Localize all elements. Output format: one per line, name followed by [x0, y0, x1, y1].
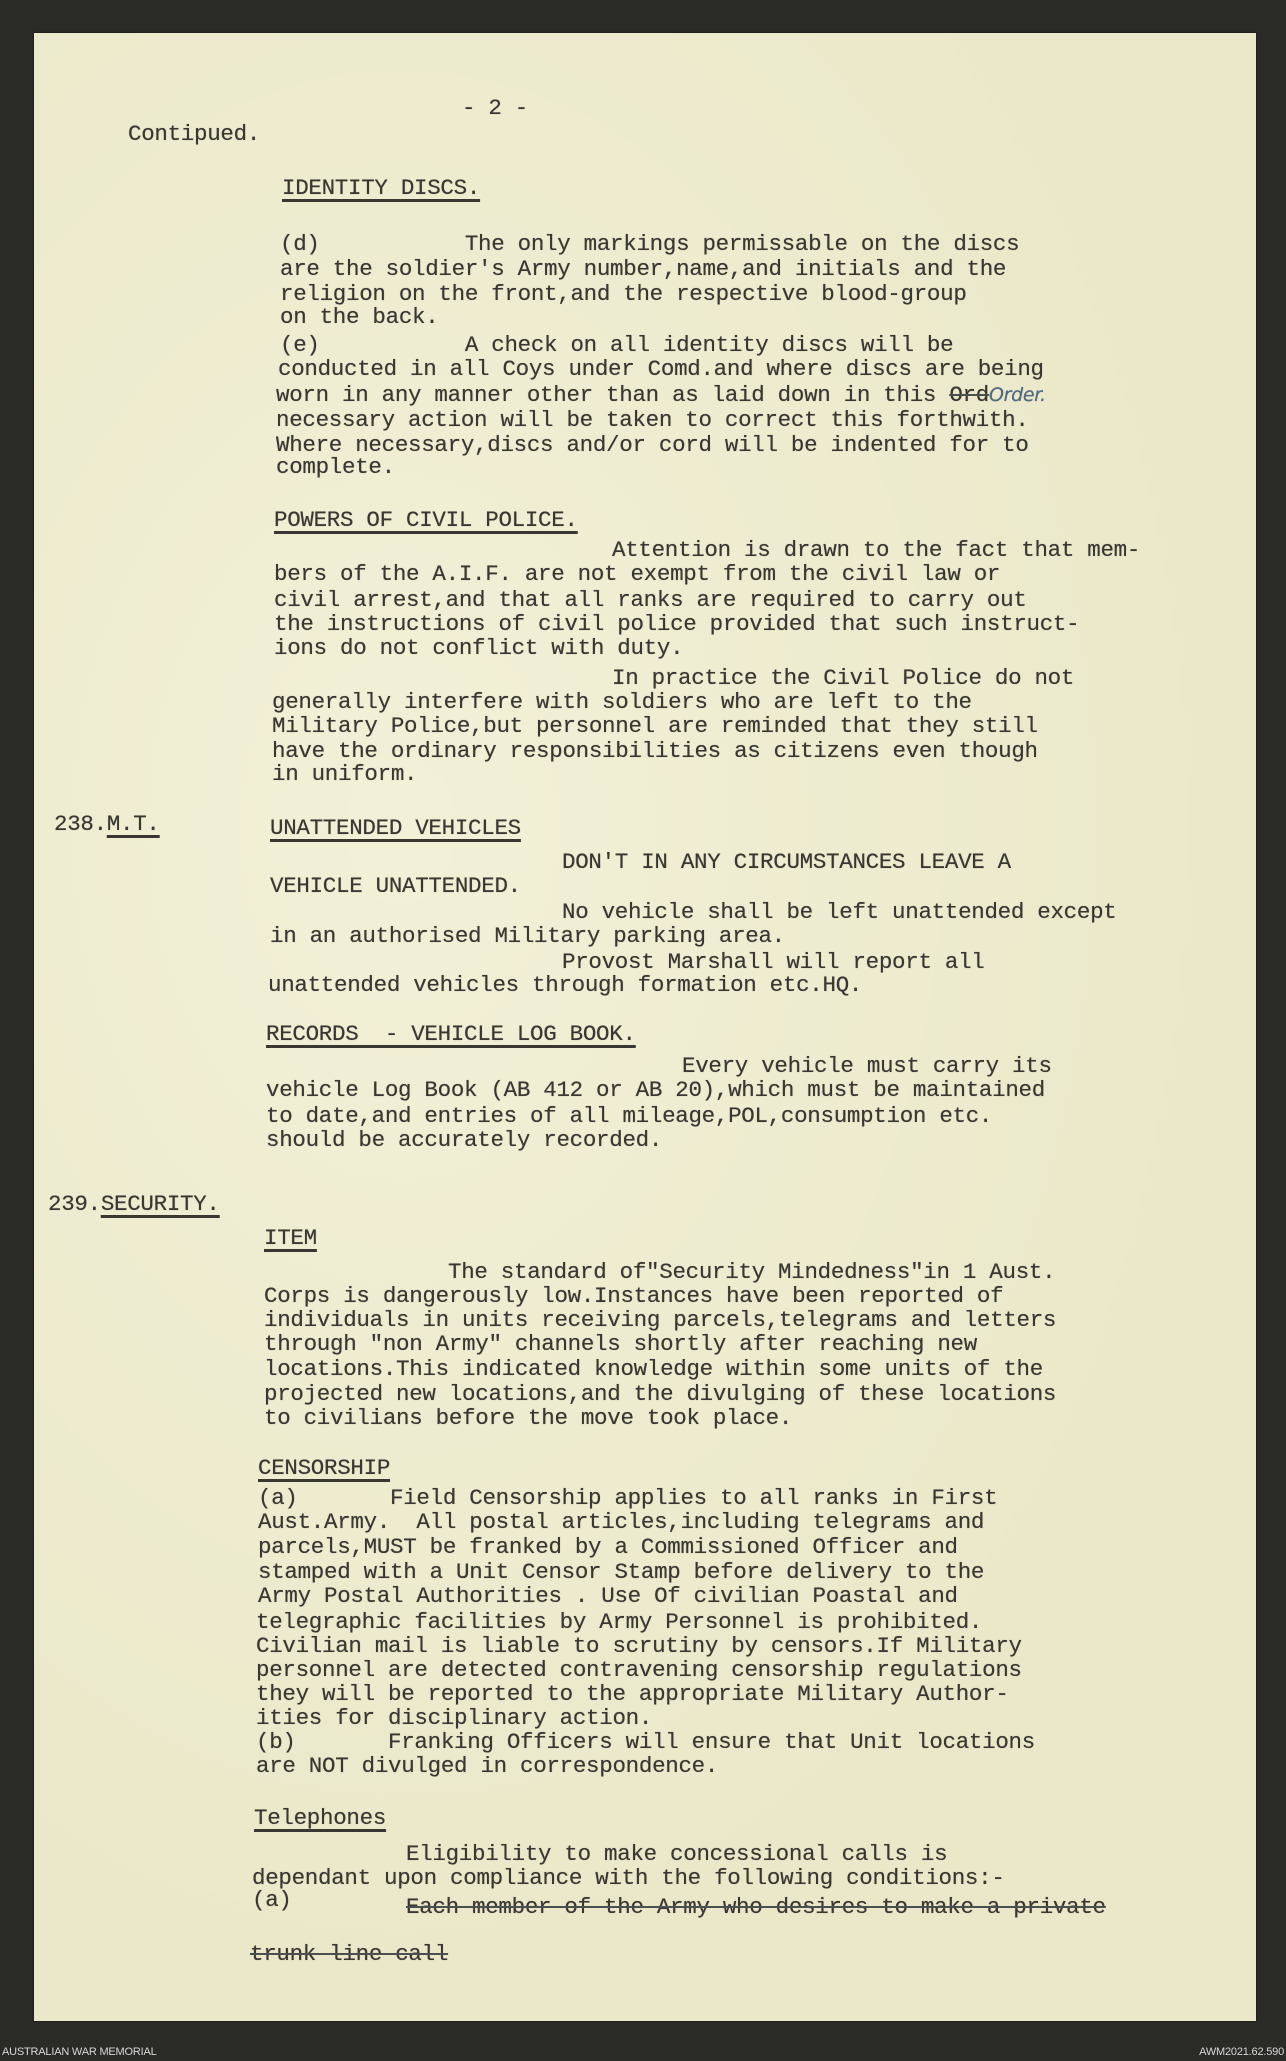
struck-word: Ord: [949, 382, 989, 408]
section-heading-civil-police: POWERS OF CIVIL POLICE.: [274, 507, 578, 533]
censorship-line: telegraphic facilities by Army Personnel is prohibited.: [256, 1609, 983, 1635]
telephones-line: (a): [252, 1887, 292, 1913]
records-line: to date,and entries of all mileage,POL,consumption etc.: [266, 1103, 993, 1129]
page-number: - 2 -: [462, 95, 529, 121]
civil-police-line: the instructions of civil police provided that such instruct-: [274, 611, 1080, 637]
civil-police-line: in uniform.: [272, 761, 418, 787]
identity-line: religion on the front,and the respective blood-group: [280, 281, 967, 307]
records-line: Every vehicle must carry its: [682, 1053, 1052, 1079]
item-heading: ITEM: [264, 1225, 317, 1251]
telephones-line: Eligibility to make concessional calls is: [406, 1841, 948, 1867]
struck-line: Each member of the Army who desires to make a private: [406, 1894, 1106, 1920]
paragraph-label: SECURITY.: [100, 1191, 220, 1217]
security-line: to civilians before the move took place.: [264, 1405, 793, 1431]
telephones-line: dependant upon compliance with the following conditions:-: [252, 1865, 1005, 1891]
mt-line: in an authorised Military parking area.: [270, 923, 785, 949]
identity-line: are the soldier's Army number,name,and initials and the: [280, 256, 1007, 282]
mt-line: Provost Marshall will report all: [562, 949, 985, 975]
civil-police-line: Attention is drawn to the fact that mem-: [612, 537, 1141, 563]
censorship-line: stamped with a Unit Censor Stamp before delivery to the: [258, 1559, 985, 1585]
identity-line: on the back.: [280, 304, 439, 330]
mt-line: No vehicle shall be left unattended except: [562, 899, 1117, 925]
civil-police-line: ions do not conflict with duty.: [274, 635, 684, 661]
civil-police-line: In practice the Civil Police do not: [612, 665, 1075, 691]
security-line: projected new locations,and the divulging of these locations: [264, 1381, 1057, 1407]
identity-line: complete.: [276, 454, 395, 480]
civil-police-line: generally interfere with soldiers who are left to the: [272, 689, 972, 715]
handwritten-correction: Order.: [988, 384, 1046, 406]
civil-police-line: have the ordinary responsibilities as citizens even though: [272, 738, 1038, 764]
struck-line: trunk line call: [250, 1941, 449, 1967]
security-line: individuals in units receiving parcels,telegrams and letters: [264, 1307, 1057, 1333]
identity-line: (d) The only markings permissable on the discs: [280, 231, 1020, 257]
identity-line: conducted in all Coys under Comd.and where discs are being: [278, 356, 1044, 382]
identity-line-text: worn in any manner other than as laid down in this: [276, 382, 950, 408]
identity-line: [276, 383, 1046, 407]
censorship-line: Civilian mail is liable to scrutiny by censors.If Military: [256, 1633, 1022, 1659]
security-line: The standard of"Security Mindedness"in 1 Aust.: [448, 1259, 1056, 1285]
civil-police-line: civil arrest,and that all ranks are required to carry out: [274, 587, 1027, 613]
footer-accession-number: AWM2021.62.590: [1199, 2046, 1284, 2058]
records-line: vehicle Log Book (AB 412 or AB 20),which must be maintained: [266, 1077, 1045, 1103]
paragraph-label: M.T.: [106, 811, 160, 837]
security-line: locations.This indicated knowledge within some units of the: [264, 1356, 1043, 1382]
mt-line: DON'T IN ANY CIRCUMSTANCES LEAVE A: [562, 849, 1011, 875]
paragraph-238: [54, 812, 160, 836]
censorship-line: (b) Franking Officers will ensure that Unit locations: [256, 1729, 1035, 1755]
security-line: Corps is dangerously low.Instances have been reported of: [264, 1283, 1004, 1309]
section-heading-telephones: Telephones: [254, 1805, 387, 1831]
security-line: through "non Army" channels shortly after reaching new: [264, 1331, 977, 1357]
censorship-line: Army Postal Authorities . Use Of civilian Poastal and: [258, 1583, 958, 1609]
section-heading-records: RECORDS - VEHICLE LOG BOOK.: [266, 1021, 636, 1047]
continued-label: Contipued.: [128, 121, 261, 147]
identity-line: necessary action will be taken to correct this forthwith.: [276, 407, 1029, 433]
section-heading-unattended-vehicles: UNATTENDED VEHICLES: [270, 815, 521, 841]
paragraph-239: [48, 1192, 220, 1216]
mt-line: unattended vehicles through formation etc.HQ.: [268, 972, 863, 998]
censorship-line: (a) Field Censorship applies to all ranks in First: [258, 1485, 998, 1511]
paragraph-number: 239.: [48, 1191, 101, 1217]
censorship-line: personnel are detected contravening censorship regulations: [256, 1657, 1022, 1683]
censorship-line: Aust.Army. All postal articles,including telegrams and: [258, 1509, 985, 1535]
records-line: should be accurately recorded.: [266, 1127, 663, 1153]
section-heading-identity-discs: IDENTITY DISCS.: [282, 175, 481, 201]
censorship-line: ities for disciplinary action.: [256, 1705, 653, 1731]
censorship-line: parcels,MUST be franked by a Commissioned Officer and: [258, 1534, 958, 1560]
censorship-line: are NOT divulged in correspondence.: [256, 1753, 719, 1779]
civil-police-line: bers of the A.I.F. are not exempt from the civil law or: [274, 561, 1001, 587]
footer-source: AUSTRALIAN WAR MEMORIAL: [2, 2046, 157, 2058]
paragraph-number: 238.: [54, 811, 107, 837]
section-heading-censorship: CENSORSHIP: [258, 1455, 391, 1481]
identity-line: Where necessary,discs and/or cord will be indented for to: [276, 432, 1029, 458]
mt-line: VEHICLE UNATTENDED.: [270, 873, 521, 899]
censorship-line: they will be reported to the appropriate Military Author-: [256, 1681, 1009, 1707]
civil-police-line: Military Police,but personnel are reminded that they still: [272, 713, 1038, 739]
identity-line: (e) A check on all identity discs will be: [280, 332, 954, 358]
